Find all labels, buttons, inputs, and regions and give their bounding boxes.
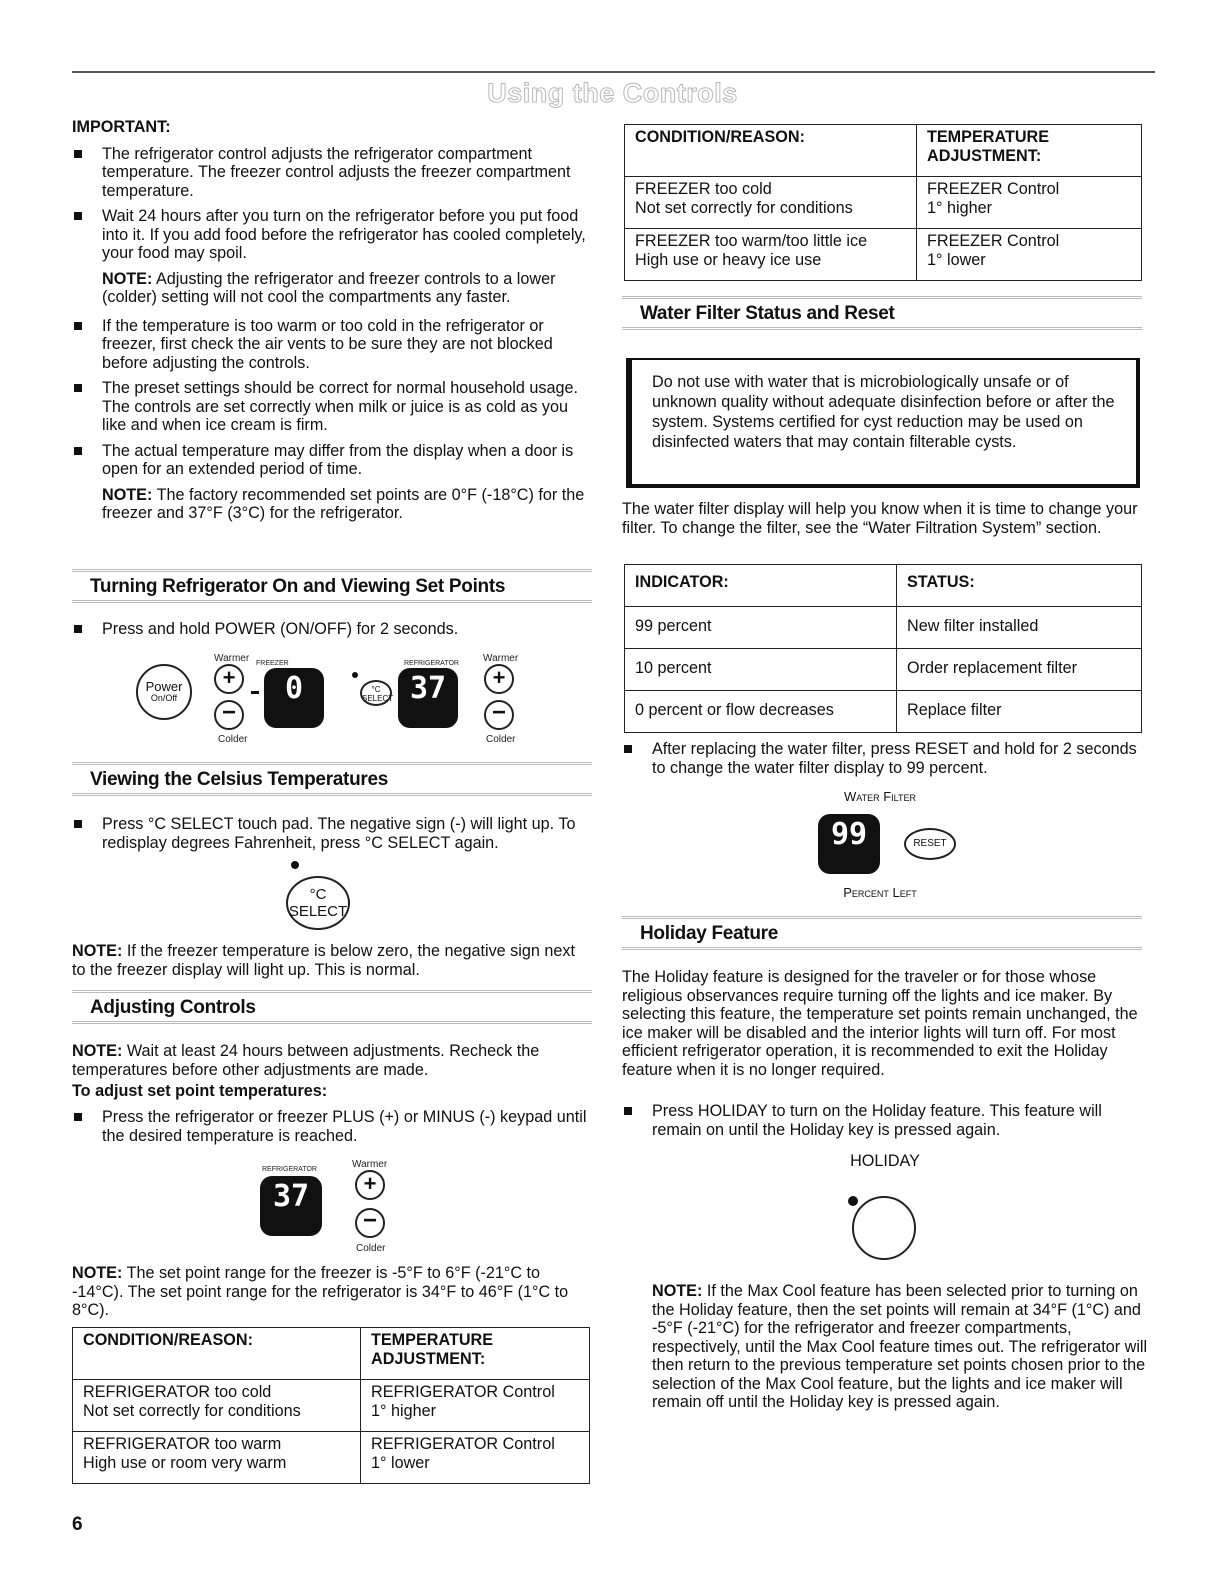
top-rule [72,71,1155,73]
colder-label: Colder [218,734,248,745]
table-row [73,1380,590,1432]
water-filter-display: 99 [818,814,880,874]
note-max-cool: NOTE: If the Max Cool feature has been selected prior to turning on the Holiday feature, then the set points will remain at 34°F (1°C) and -5°F (-21°C) for the refrigerator and freezer compartments, respectively, until the Max Cool feature times out. The refrigerator will then return to the previous temperature set points chosen prior to the selection of the Max Cool feature, but the lights and ice maker will remain off until the Holiday key is pressed again. [652,1282,1148,1411]
section-title: Water Filter Status and Reset [640,303,895,324]
table-row [625,177,1142,229]
table-row [73,1328,590,1380]
important-label: IMPORTANT: [72,118,171,136]
negative-sign-icon [251,691,259,694]
warning-text: Do not use with water that is microbiologically unsafe or of unknown quality without adequate disinfection before or after the system. Systems certified for cyst reduction may be used on disinfected waters that may contain filterable cysts. [652,373,1115,451]
page-title: Using the Controls [487,78,738,108]
table-cell: 99 percent [625,607,897,649]
table-cell: FREEZER Control 1° higher [917,177,1142,229]
control-panel-illustration [130,648,530,748]
water-filter-illustration [790,786,970,906]
refrigerator-label: REFRIGERATOR [262,1166,317,1173]
celsius-select-button[interactable]: °C SELECT [360,680,392,706]
power-button[interactable]: Power On/Off [136,664,192,720]
table-cell: FREEZER Control 1° lower [917,229,1142,281]
important-list-2 [72,317,592,479]
table-row [625,565,1142,607]
reset-list [622,740,1152,784]
list-item: Press HOLIDAY to turn on the Holiday feature. This feature will remain on until the Holiday key is pressed again. [622,1102,1152,1139]
table-row [625,607,1142,649]
table-row [625,649,1142,691]
freezer-plus-button[interactable]: + [214,664,244,694]
list-item: Wait 24 hours after you turn on the refrigerator before you put food into it. If you add food before the refrigerator has cooled completely, your food may spoil. [72,207,592,263]
holiday-label: HOLIDAY [850,1152,920,1170]
refrigerator-plus-button[interactable]: + [355,1170,385,1200]
warmer-label: Warmer [352,1159,388,1170]
freezer-adjust-table [624,124,1142,281]
holiday-paragraph: The Holiday feature is designed for the traveler or for those whose religious observances require turning off the lights and ice maker. By selecting this feature, the temperature set points remain unchanged, the ice maker will be disabled and the interior lights will turn off. For most efficient refrigerator operation, it is recommended to exit the Holiday feature when it is no longer required. [622,968,1138,1079]
section-celsius [72,762,592,796]
colder-label: Colder [486,734,516,745]
table-cell: FREEZER too warm/too little ice High use or heavy ice use [625,229,917,281]
table-header: TEMPERATURE ADJUSTMENT: [361,1328,590,1380]
section-title: Holiday Feature [640,923,779,944]
table-cell: REFRIGERATOR too cold Not set correctly for conditions [73,1380,361,1432]
holiday-illustration [820,1150,950,1270]
table-row [625,125,1142,177]
turning-list [72,620,592,646]
list-item: Press the refrigerator or freezer PLUS (+) or MINUS (-) keypad until the desired temperature is reached. [72,1108,592,1145]
adjust-list [72,1108,592,1152]
freezer-label: FREEZER [256,660,289,667]
list-item: The actual temperature may differ from the display when a door is open for an extended period of time. [72,442,592,479]
refrigerator-control-illustration [258,1154,418,1254]
holiday-list [622,1102,1152,1146]
table-cell: 0 percent or flow decreases [625,691,897,733]
reset-button[interactable]: RESET [904,828,956,860]
list-item: The refrigerator control adjusts the refrigerator compartment temperature. The freezer control adjusts the freezer compartment temperature. [72,145,592,201]
important-list [72,145,592,263]
table-header: INDICATOR: [625,565,897,607]
list-item: After replacing the water filter, press RESET and hold for 2 seconds to change the water filter display to 99 percent. [622,740,1152,777]
table-cell: FREEZER too cold Not set correctly for conditions [625,177,917,229]
table-header: STATUS: [897,565,1142,607]
celsius-list [72,815,592,859]
indicator-dot-icon [352,672,358,678]
note-wait: NOTE: Wait at least 24 hours between adjustments. Recheck the temperatures before other adjustments are made. [72,1042,540,1079]
filter-status-table [624,564,1142,733]
table-row [73,1432,590,1484]
note-colder: NOTE: Adjusting the refrigerator and freezer controls to a lower (colder) setting will not cool the compartments any faster. [102,269,556,306]
table-cell: Replace filter [897,691,1142,733]
page-number: 6 [72,1514,83,1535]
table-cell: REFRIGERATOR too warm High use or room very warm [73,1432,361,1484]
percent-left-label: Percent Left [843,885,917,900]
celsius-select-button[interactable]: °C SELECT [286,876,350,930]
refrigerator-adjust-table [72,1327,590,1484]
section-title: Adjusting Controls [90,997,256,1018]
table-cell: REFRIGERATOR Control 1° higher [361,1380,590,1432]
table-row [625,691,1142,733]
refrigerator-minus-button[interactable]: − [484,700,514,730]
list-item: The preset settings should be correct for normal household usage. The controls are set correctly when milk or juice is as cold as you like and when ice cream is firm. [72,379,592,435]
indicator-dot-icon [848,1196,858,1206]
table-row [625,229,1142,281]
indicator-dot-icon [291,861,299,869]
section-title: Viewing the Celsius Temperatures [90,769,389,790]
freezer-display: 0 [264,668,324,728]
refrigerator-plus-button[interactable]: + [484,664,514,694]
section-water-filter [622,296,1142,330]
refrigerator-display: 37 [260,1176,322,1236]
water-filter-label: Water Filter [844,789,916,804]
water-filter-paragraph: The water filter display will help you know when it is time to change your filter. To change the filter, see the “Water Filtration System” section. [622,500,1138,537]
adjust-heading: To adjust set point temperatures: [72,1082,328,1100]
warning-box [626,358,1140,488]
freezer-minus-button[interactable]: − [214,700,244,730]
table-cell: 10 percent [625,649,897,691]
section-turning-on [72,569,592,603]
list-item: Press and hold POWER (ON/OFF) for 2 seconds. [72,620,592,639]
table-cell: REFRIGERATOR Control 1° lower [361,1432,590,1484]
table-header: CONDITION/REASON: [73,1328,361,1380]
table-header: CONDITION/REASON: [625,125,917,177]
section-title: Turning Refrigerator On and Viewing Set Points [90,576,506,597]
note-negative-sign: NOTE: If the freezer temperature is below zero, the negative sign next to the freezer display will light up. This is normal. [72,942,575,979]
list-item: Press °C SELECT touch pad. The negative sign (-) will light up. To redisplay degrees Fahrenheit, press °C SELECT again. [72,815,592,852]
important-block [72,118,592,533]
section-adjusting [72,990,592,1024]
table-header: TEMPERATURE ADJUSTMENT: [917,125,1142,177]
refrigerator-display: 37 [398,668,458,728]
refrigerator-label: REFRIGERATOR [404,660,459,667]
table-cell: New filter installed [897,607,1142,649]
refrigerator-minus-button[interactable]: − [355,1208,385,1238]
list-item: If the temperature is too warm or too cold in the refrigerator or freezer, first check the air vents to be sure they are not blocked before adjusting the controls. [72,317,592,373]
colder-label: Colder [356,1243,386,1254]
section-holiday [622,916,1142,950]
note-factory: NOTE: The factory recommended set points are 0°F (-18°C) for the freezer and 37°F (3°C) for the refrigerator. [102,485,585,522]
warmer-label: Warmer [214,653,250,664]
warmer-label: Warmer [483,653,519,664]
holiday-button[interactable] [852,1196,916,1260]
table-cell: Order replacement filter [897,649,1142,691]
note-setpoint-range: NOTE: The set point range for the freezer is -5°F to 6°F (-21°C to -14°C). The set point range for the refrigerator is 34°F to 46°F (1°C to 8°C). [72,1264,569,1319]
